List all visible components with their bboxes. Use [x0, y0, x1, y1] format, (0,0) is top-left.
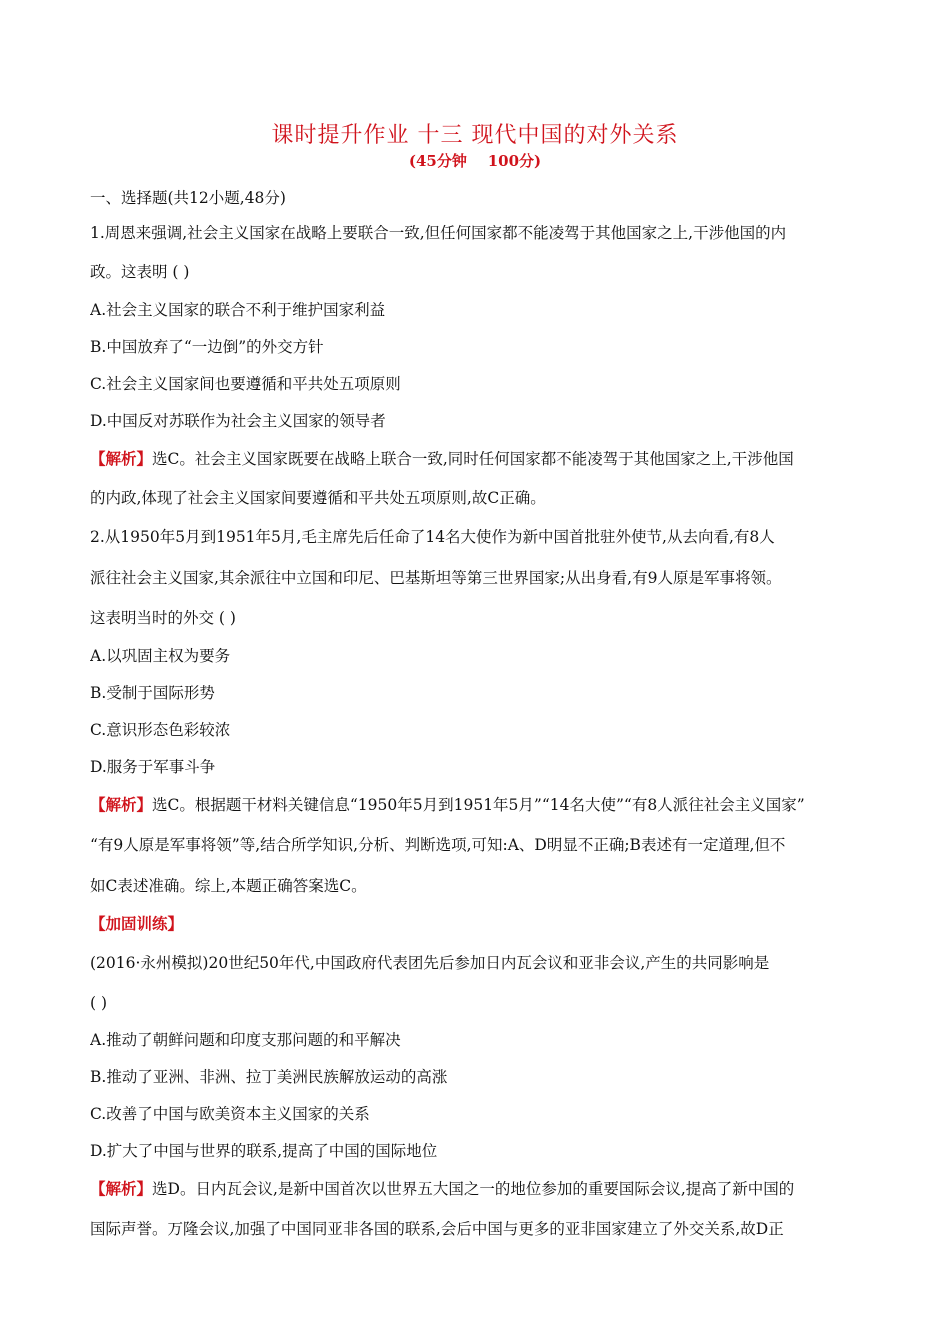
- q2-stem-line-2: 派往社会主义国家,其余派往中立国和印尼、巴基斯坦等第三世界国家;从出身看,有9人原是军事将领。: [90, 569, 782, 587]
- extra-option-a: A.推动了朝鲜问题和印度支那问题的和平解决: [90, 1031, 401, 1049]
- q1-explanation-text: 选C。社会主义国家既要在战略上联合一致,同时任何国家都不能凌驾于其他国家之上,干涉他国: [152, 450, 794, 468]
- q1-explanation-line-2: 的内政,体现了社会主义国家间要遵循和平共处五项原则,故C正确。: [90, 489, 546, 507]
- extra-stem-line-2: ( ): [90, 994, 108, 1012]
- q2-explanation-line-2: “有9人原是军事将领”等,结合所学知识,分析、判断选项,可知:A、D明显不正确;B表述有一定道理,但不: [90, 836, 786, 854]
- q1-explanation-line-1: [90, 449, 860, 469]
- q1-option-a: A.社会主义国家的联合不利于维护国家利益: [90, 301, 386, 319]
- extra-option-b: B.推动了亚洲、非洲、拉丁美洲民族解放运动的高涨: [90, 1068, 448, 1086]
- q2-stem-line-3: 这表明当时的外交 ( ): [90, 609, 236, 627]
- q2-option-d: D.服务于军事斗争: [90, 758, 216, 776]
- extra-option-c: C.改善了中国与欧美资本主义国家的关系: [90, 1105, 370, 1123]
- extra-explanation-tag: 【解析】: [90, 1179, 153, 1198]
- q2-option-c: C.意识形态色彩较浓: [90, 721, 231, 739]
- q1-option-d: D.中国反对苏联作为社会主义国家的领导者: [90, 412, 386, 430]
- extra-explanation-line-2: 国际声誉。万隆会议,加强了中国同亚非各国的联系,会后中国与更多的亚非国家建立了外交关系,故D正: [90, 1220, 784, 1238]
- extra-explanation-text: 选D。日内瓦会议,是新中国首次以世界五大国之一的地位参加的重要国际会议,提高了新中国的: [152, 1180, 795, 1198]
- q1-option-c: C.社会主义国家间也要遵循和平共处五项原则: [90, 375, 401, 393]
- q1-option-b: B.中国放弃了“一边倒”的外交方针: [90, 338, 324, 356]
- page-subtitle: (45分钟 100分): [408, 152, 542, 170]
- q2-stem-line-1: 2.从1950年5月到1951年5月,毛主席先后任命了14名大使作为新中国首批驻外使节,从去向看,有8人: [90, 528, 775, 546]
- extra-stem-line-1: (2016·永州模拟)20世纪50年代,中国政府代表团先后参加日内瓦会议和亚非会议,产生的共同影响是: [90, 954, 770, 972]
- q2-explanation-line-1: [90, 795, 860, 815]
- q2-option-a: A.以巩固主权为要务: [90, 647, 231, 665]
- page-title: 课时提升作业 十三 现代中国的对外关系: [271, 123, 679, 148]
- q1-stem-line-1: 1.周恩来强调,社会主义国家在战略上要联合一致,但任何国家都不能凌驾于其他国家之上,干涉他国的内: [90, 224, 787, 242]
- section-heading: 一、选择题(共12小题,48分): [90, 189, 286, 207]
- q1-stem-line-2: 政。这表明 ( ): [90, 263, 190, 281]
- extra-option-d: D.扩大了中国与世界的联系,提高了中国的国际地位: [90, 1142, 438, 1160]
- q2-explanation-line-3: 如C表述准确。综上,本题正确答案选C。: [90, 877, 367, 895]
- extra-explanation-line-1: [90, 1179, 860, 1199]
- q2-option-b: B.受制于国际形势: [90, 684, 215, 702]
- q1-explanation-tag: 【解析】: [90, 449, 153, 468]
- reinforcement-heading: 【加固训练】: [90, 914, 184, 933]
- q2-explanation-tag: 【解析】: [90, 795, 153, 814]
- q2-explanation-text: 选C。根据题干材料关键信息“1950年5月到1951年5月”“14名大使”“有8人派往社会主义国家”: [152, 796, 805, 814]
